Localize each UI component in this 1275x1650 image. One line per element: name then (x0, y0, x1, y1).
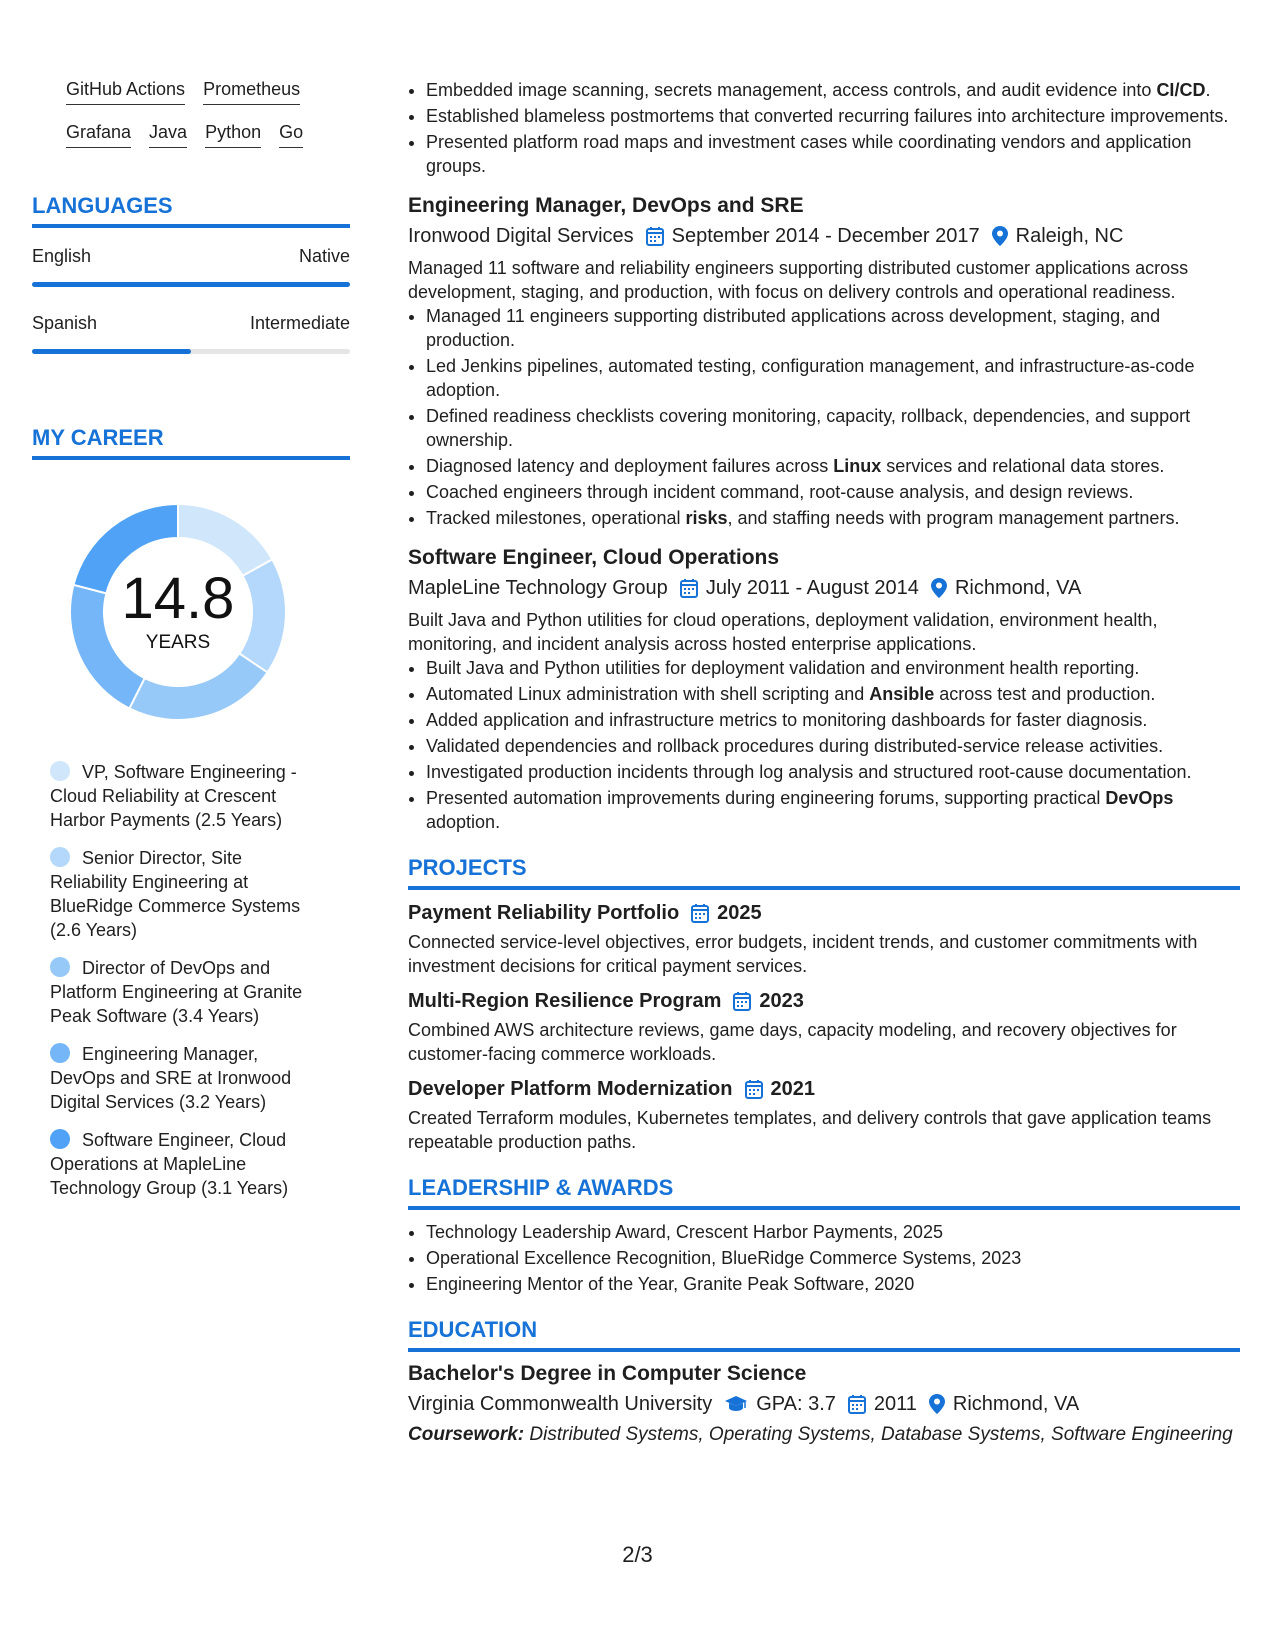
language-bar (32, 282, 350, 287)
calendar-icon (848, 1394, 866, 1414)
job-entry (408, 544, 1240, 834)
awards-title: LEADERSHIP & AWARDS (408, 1174, 1240, 1210)
job-company: Ironwood Digital Services (408, 225, 634, 247)
project-name: Multi-Region Resilience Program (408, 990, 722, 1012)
calendar-icon (680, 578, 698, 598)
job-bullets (408, 656, 1240, 834)
job-company: MapleLine Technology Group (408, 577, 668, 599)
right-column (408, 78, 1240, 1447)
project-description: Created Terraform modules, Kubernetes templates, and delivery controls that gave application teams repeatable production paths. (408, 1108, 1212, 1152)
left-column (32, 78, 350, 1214)
bullet-item: • Automated Linux administration with shell scripting and Ansible across test and production. (426, 682, 1240, 706)
project-year: 2025 (717, 902, 762, 924)
location-pin-icon (931, 578, 947, 598)
job-title: Engineering Manager, DevOps and SRE (408, 194, 804, 217)
job-location: Raleigh, NC (1015, 225, 1124, 247)
education-school: Virginia Commonwealth University (408, 1393, 713, 1415)
project-item (408, 1076, 1240, 1154)
projects-section (408, 854, 1240, 1154)
bullet-item: • Presented automation improvements during engineering forums, supporting practical DevOps adoption. (426, 786, 1240, 834)
bullet-item: • Diagnosed latency and deployment failures across Linux services and relational data stores. (426, 454, 1240, 478)
career-legend (50, 760, 320, 1200)
career-section (32, 424, 350, 1200)
language-level: Native (298, 246, 350, 266)
career-legend-item: VP, Software Engineering - Cloud Reliability at Crescent Harbor Payments (2.5 Years) (50, 762, 297, 830)
bullet-item: • Added application and infrastructure metrics to monitoring dashboards for faster diagnosis. (426, 708, 1240, 732)
education-location: Richmond, VA (952, 1393, 1080, 1415)
language-list (32, 244, 350, 354)
project-description: Connected service-level objectives, error budgets, incident trends, and customer commitments with investment decisions for critical payment services. (408, 932, 1198, 976)
education-coursework: Coursework: Distributed Systems, Operating Systems, Database Systems, Software Engineering (408, 1424, 1233, 1445)
job-meta (408, 222, 1240, 250)
project-item (408, 900, 1240, 978)
award-item: • Technology Leadership Award, Crescent Harbor Payments, 2025 (426, 1220, 1240, 1244)
job-bullets (408, 304, 1240, 530)
job-meta (408, 574, 1240, 602)
skill-tag: Python (205, 121, 261, 148)
skills-row (66, 121, 350, 148)
languages-section (32, 192, 350, 354)
legend-dot-icon (50, 1043, 70, 1063)
location-pin-icon (992, 226, 1008, 246)
bullet-item: • Led Jenkins pipelines, automated testing, configuration management, and infrastructure-as-code adoption. (426, 354, 1240, 402)
skill-tag: Java (149, 121, 187, 148)
bullet-item: • Managed 11 engineers supporting distributed applications across development, staging, and production. (426, 304, 1240, 352)
projects-title: PROJECTS (408, 854, 1240, 890)
legend-dot-icon (50, 957, 70, 977)
graduation-cap-icon (724, 1395, 748, 1413)
skill-tag: Prometheus (203, 78, 300, 105)
job-entry (408, 192, 1240, 530)
language-bar (32, 349, 350, 354)
career-legend-item: Software Engineer, Cloud Operations at MapleLine Technology Group (3.1 Years) (50, 1130, 289, 1198)
legend-dot-icon (50, 847, 70, 867)
skills-row (66, 78, 350, 105)
skills-list (66, 78, 350, 148)
previous-job-bullets (408, 78, 1240, 178)
bullet-item: • Defined readiness checklists covering monitoring, capacity, rollback, dependencies, and support ownership. (426, 404, 1240, 452)
education-section (408, 1316, 1240, 1447)
bullet-item: • Built Java and Python utilities for deployment validation and environment health reporting. (426, 656, 1240, 680)
education-meta (408, 1390, 1240, 1418)
bullet-item: • Embedded image scanning, secrets management, access controls, and audit evidence into CI/CD. (426, 78, 1240, 102)
legend-dot-icon (50, 761, 70, 781)
bullet-item: • Established blameless postmortems that converted recurring failures into architecture improvements. (426, 104, 1240, 128)
award-item: • Engineering Mentor of the Year, Granite Peak Software, 2020 (426, 1272, 1240, 1296)
awards-list (408, 1220, 1240, 1296)
bullet-item: • Coached engineers through incident command, root-cause analysis, and design reviews. (426, 480, 1240, 504)
awards-section (408, 1174, 1240, 1296)
education-title: EDUCATION (408, 1316, 1240, 1352)
project-year: 2023 (759, 990, 804, 1012)
legend-dot-icon (50, 1129, 70, 1149)
job-dates: July 2011 - August 2014 (705, 577, 919, 599)
project-description: Combined AWS architecture reviews, game days, capacity modeling, and recovery objectives for customer-facing commerce workloads. (408, 1020, 1177, 1064)
language-name: English (32, 246, 92, 266)
language-bar-fill (32, 282, 350, 287)
education-degree: Bachelor's Degree in Computer Science (408, 1362, 807, 1385)
award-item: • Operational Excellence Recognition, BlueRidge Commerce Systems, 2023 (426, 1246, 1240, 1270)
calendar-icon (691, 903, 709, 923)
bullet-item: • Investigated production incidents through log analysis and structured root-cause documentation. (426, 760, 1240, 784)
career-legend-item: Engineering Manager, DevOps and SRE at Ironwood Digital Services (3.2 Years) (50, 1044, 292, 1112)
job-description: Managed 11 software and reliability engineers supporting distributed customer applications across development, staging, and production, with focus on delivery controls and operational readiness. (408, 258, 1189, 302)
languages-title: LANGUAGES (32, 192, 350, 228)
calendar-icon (733, 991, 751, 1011)
job-dates: September 2014 - December 2017 (671, 225, 980, 247)
calendar-icon (646, 226, 664, 246)
project-item (408, 988, 1240, 1066)
career-title: MY CAREER (32, 424, 350, 460)
page-number: 2/3 (622, 1542, 653, 1567)
location-pin-icon (929, 1394, 945, 1414)
project-name: Developer Platform Modernization (408, 1078, 733, 1100)
project-name: Payment Reliability Portfolio (408, 902, 680, 924)
bullet-item: • Validated dependencies and rollback procedures during distributed-service release activities. (426, 734, 1240, 758)
career-donut (66, 500, 290, 724)
career-legend-item: Director of DevOps and Platform Engineering at Granite Peak Software (3.4 Years) (50, 958, 303, 1026)
calendar-icon (745, 1079, 763, 1099)
project-year: 2021 (770, 1078, 815, 1100)
career-unit: YEARS (145, 632, 211, 653)
career-total: 14.8 (121, 566, 235, 631)
job-description: Built Java and Python utilities for cloud operations, deployment validation, environment health, monitoring, and incident analysis across hosted enterprise applications. (408, 610, 1158, 654)
language-item (32, 311, 350, 354)
career-legend-item: Senior Director, Site Reliability Engineering at BlueRidge Commerce Systems (2.6 Years) (50, 848, 301, 940)
education-year: 2011 (873, 1393, 917, 1415)
language-name: Spanish (32, 313, 98, 333)
skill-tag: Grafana (66, 121, 131, 148)
bullet-item: • Tracked milestones, operational risks, and staffing needs with program management partners. (426, 506, 1240, 530)
education-gpa: GPA: 3.7 (756, 1393, 836, 1415)
language-bar-fill (32, 349, 191, 354)
job-location: Richmond, VA (954, 577, 1082, 599)
skill-tag: GitHub Actions (66, 78, 185, 105)
language-item (32, 244, 350, 287)
job-title: Software Engineer, Cloud Operations (408, 546, 780, 569)
bullet-item: • Presented platform road maps and investment cases while coordinating vendors and application groups. (426, 130, 1240, 178)
skill-tag: Go (279, 121, 303, 148)
language-level: Intermediate (249, 313, 350, 333)
